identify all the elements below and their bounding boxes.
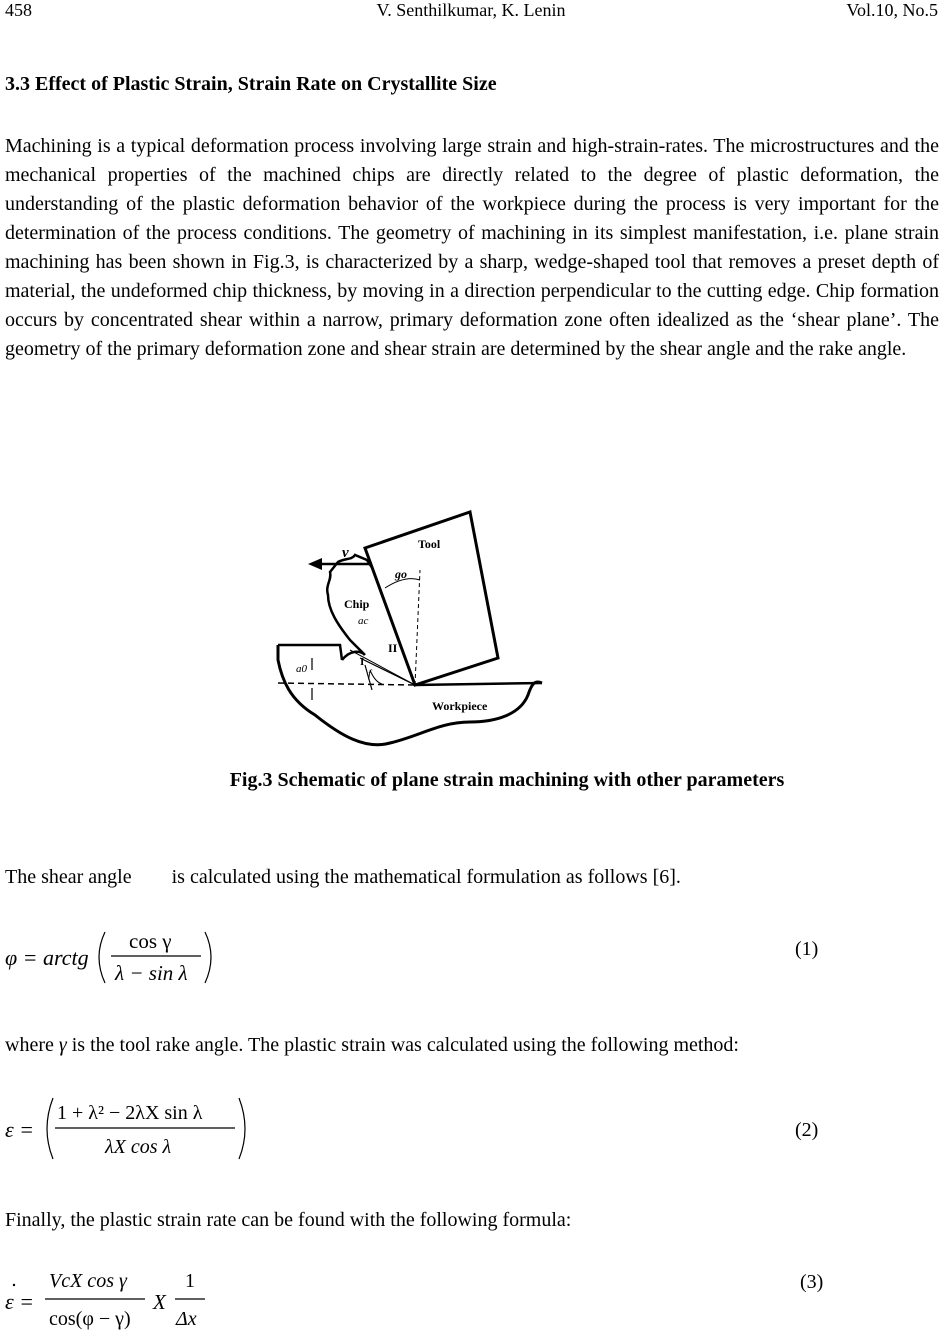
workpiece-step bbox=[278, 645, 342, 660]
shear-angle-intro: The shear angle is calculated using the mathematical formulation as follows [6]. bbox=[5, 866, 681, 888]
text2-after: is the tool rake angle. The plastic strain was calculated using the following method: bbox=[66, 1034, 739, 1056]
eq3-frac2-denominator: Δx bbox=[176, 1308, 197, 1330]
label-go: go bbox=[395, 567, 407, 581]
equation-3 bbox=[5, 1263, 245, 1335]
workpiece-top bbox=[415, 683, 542, 685]
label-ac: ac bbox=[358, 615, 369, 627]
running-header-authors: V. Senthilkumar, K. Lenin bbox=[376, 0, 566, 20]
label-workpiece: Workpiece bbox=[432, 699, 488, 713]
eq1-right-paren bbox=[205, 932, 211, 983]
section-title: 3.3 Effect of Plastic Strain, Strain Rate on Crystallite Size bbox=[5, 73, 497, 95]
gamma-symbol: γ bbox=[58, 1034, 67, 1056]
eq2-numerator: 1 + λ² − 2λX sin λ bbox=[57, 1102, 203, 1124]
figure-caption: Fig.3 Schematic of plane strain machining with other parameters bbox=[229, 769, 785, 791]
label-ii: II bbox=[388, 641, 398, 655]
label-a0: a0 bbox=[296, 663, 307, 675]
page-number: 458 bbox=[5, 0, 32, 20]
velocity-arrowhead bbox=[308, 558, 322, 570]
eq2-lhs: ε = bbox=[5, 1117, 35, 1142]
eq3-frac2-numerator: 1 bbox=[185, 1270, 195, 1292]
eq3-lhs: ε = bbox=[5, 1289, 35, 1314]
strain-rate-intro: Finally, the plastic strain rate can be found with the following formula: bbox=[5, 1209, 572, 1231]
label-i: I bbox=[360, 656, 365, 668]
running-header-volume: Vol.10, No.5 bbox=[846, 0, 938, 20]
eq2-denominator: λX cos λ bbox=[105, 1136, 172, 1158]
eq1-numerator: cos γ bbox=[129, 929, 172, 953]
eq1-left-paren bbox=[99, 932, 105, 983]
label-f: f bbox=[368, 668, 372, 680]
label-tool: Tool bbox=[418, 537, 441, 551]
equation-1 bbox=[5, 925, 235, 990]
eq1-lhs: φ = arctg bbox=[5, 945, 89, 970]
eq3-numerator: VcX cos γ bbox=[49, 1270, 127, 1292]
shear-angle-arc bbox=[370, 670, 382, 684]
machining-schematic-figure bbox=[270, 500, 560, 755]
eq3-rate-dot bbox=[13, 1284, 15, 1286]
eq2-right-paren bbox=[239, 1098, 245, 1159]
equation-1-number: (1) bbox=[795, 938, 819, 960]
eq1-denominator: λ − sin λ bbox=[115, 961, 188, 985]
body-paragraph: Machining is a typical deformation process involving large strain and high-strain-rates. The microstructures and the mechanical properties of the machined chips are directly related to the degree of plastic deformation, the understanding of the plastic deformation behavior of the workpiece during the process is very important for the determination of the process conditions. The geometry of machining in its simplest manifestation, i.e. plane strain machining has been shown in Fig.3, is characterized by a sharp, wedge-shaped tool that removes a preset depth of material, the undeformed chip thickness, by moving in a direction perpendicular to the cutting edge. Chip formation occurs by concentrated shear within a narrow, primary deformation zone often idealized as the ‘shear plane’. The geometry of the primary deformation zone and shear strain are determined by the shear angle and the rake angle. bbox=[5, 135, 939, 360]
eq3-denominator: cos(φ − γ) bbox=[49, 1308, 131, 1330]
label-v: v bbox=[342, 545, 349, 561]
text2-before: where bbox=[5, 1034, 59, 1056]
eq2-left-paren bbox=[47, 1098, 53, 1159]
equation-2 bbox=[5, 1093, 255, 1163]
equation-3-number: (3) bbox=[800, 1271, 824, 1293]
cut-depth-line bbox=[278, 683, 415, 685]
rake-angle-definition bbox=[5, 1033, 739, 1057]
label-chip: Chip bbox=[344, 597, 370, 611]
eq3-middle: X bbox=[153, 1290, 166, 1314]
equation-2-number: (2) bbox=[795, 1119, 819, 1141]
